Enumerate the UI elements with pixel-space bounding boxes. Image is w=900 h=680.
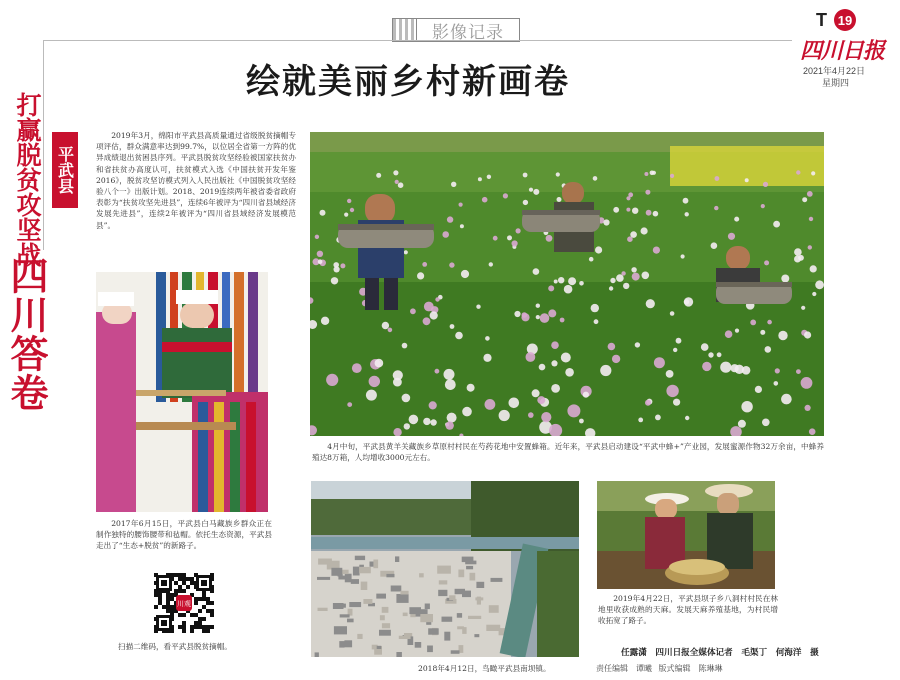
editor-line [596,663,727,674]
duty-editor: 责任编辑 谭曦 [596,664,652,673]
paper-masthead: 四川日报 [800,38,885,64]
header-rule [44,40,792,41]
page-letter: T [816,10,827,30]
caption-weaving: 2017年6月15日，平武县白马藏族乡群众正在制作独特的腰饰腰带和毡帽。依托生态资源，平武县走出了“生态+脱贫”的新路子。 [96,519,272,550]
qr-code-icon [154,573,214,633]
qr-code[interactable] [154,573,214,633]
photo-gastrodia-harvest [597,481,775,589]
section-tag [392,18,520,42]
photo-town-aerial [311,481,579,657]
qr-badge-text: 川观 [177,600,191,608]
series-subtitle: 四川答卷 [4,256,49,412]
film-strip-icon [393,19,417,41]
caption-peony-field: 4月中旬，平武县黄羊关藏族乡草原村村民在芍药花地中安置蜂箱。近年来，平武县启动建设“平武中蜂+”产业园，发展蜜源作物32万余亩，中蜂养殖达8万箱，人均增收3000元左右。 [312,442,824,462]
page-number-badge: 19 [834,9,856,31]
caption-town-aerial: 2018年4月12日，鸟瞰平武县南坝镇。 [418,664,551,673]
qr-caption: 扫描二维码，看平武县脱贫摘帽。 [118,642,232,651]
county-label: 平武县 [52,132,78,208]
publication-weekday: 星期四 [822,79,850,89]
intro-paragraph: 2019年3月，绵阳市平武县高质量通过省级脱贫摘帽专项评估，群众满意率达到99.7%，以位居全省第一方阵的优异成绩退出贫困县序列。平武县脱贫攻坚经验被国家扶贫办和省扶贫办高度认可，扶贫模式入选《中国扶贫开发年鉴2016》，脱贫攻坚访模式列入人民出版社《中国脱贫攻坚经验八个一》出版计划。2018、2019连续两年被省委省政府表彰为“扶贫攻坚先进县”，连续6年被评为“四川省县域经济发展先进县”，连续2年被评为“四川省县域经济发展模范县”。 [96,131,296,230]
left-rule [43,40,44,250]
photo-peony-field [310,132,824,436]
section-label: 影像记录 [432,22,504,43]
page-headline: 绘就美丽乡村新画卷 [246,62,570,102]
layout-editor: 版式编辑 陈琳琳 [658,664,723,673]
series-title: 打赢脱贫攻坚战 [13,92,42,267]
caption-gastrodia-harvest: 2019年4月22日，平武县坝子乡八洞村村民在林地里收获成熟的天麻。发展天麻养殖基地，为村民增收拓宽了路子。 [598,594,778,625]
photo-weaving [96,272,268,512]
publication-date: 2021年4月22日 [803,66,866,76]
photo-credit: 任露潇 四川日报全媒体记者 毛渠丁 何海洋 摄 [621,648,819,658]
